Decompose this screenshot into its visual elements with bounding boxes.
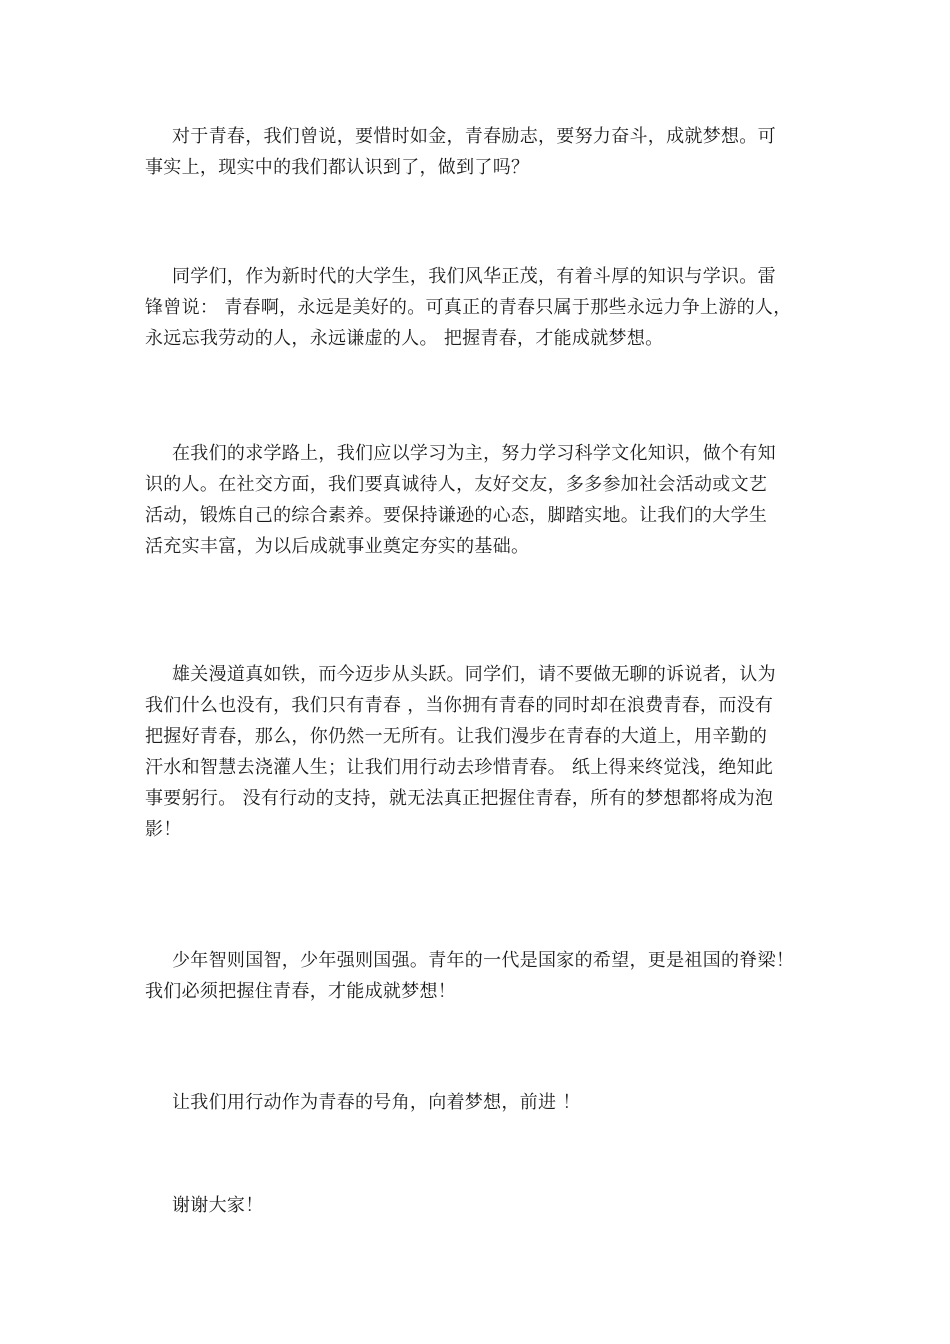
text-line: 少年智则国智，少年强则国强。青年的一代是国家的希望，更是祖国的脊梁！ (172, 950, 795, 971)
text-line: 汗水和智慧去浇灌人生；让我们用行动去珍惜青春。 纸上得来终觉浅，绝知此 (145, 757, 774, 778)
text-line: 影！ (145, 819, 182, 840)
text-line: 谢谢大家！ (172, 1195, 264, 1216)
text-line: 活动，锻炼自己的综合素养。要保持谦逊的心态，脚踏实地。让我们的大学生 (145, 505, 768, 526)
text-line: 永远忘我劳动的人，永远谦虚的人。 把握青春，才能成就梦想。 (145, 328, 664, 349)
text-line: 我们必须把握住青春，才能成就梦想！ (145, 981, 457, 1002)
text-line: 雄关漫道真如铁，而今迈步从头跃。同学们，请不要做无聊的诉说者，认为 (172, 664, 776, 685)
text-line: 活充实丰富，为以后成就事业奠定夯实的基础。 (145, 536, 530, 557)
paragraph-6 (145, 1087, 825, 1118)
paragraph-3 (145, 438, 825, 562)
text-line: 对于青春，我们曾说，要惜时如金，青春励志，要努力奋斗，成就梦想。可 (172, 126, 776, 147)
text-line: 让我们用行动作为青春的号角，向着梦想，前进 ！ (172, 1092, 581, 1113)
text-line: 在我们的求学路上，我们应以学习为主，努力学习科学文化知识，做个有知 (172, 443, 776, 464)
text-line: 同学们，作为新时代的大学生，我们风华正茂，有着斗厚的知识与学识。雷 (172, 266, 776, 287)
paragraph-4 (145, 659, 825, 845)
paragraph-1 (145, 121, 825, 183)
text-line: 锋曾说： 青春啊，永远是美好的。可真正的青春只属于那些永远力争上游的人， (145, 297, 792, 318)
paragraph-5 (145, 945, 825, 1007)
paragraph-7 (145, 1190, 825, 1221)
text-line: 事实上，现实中的我们都认识到了，做到了吗？ (145, 157, 530, 178)
paragraph-2 (145, 261, 825, 354)
text-line: 识的人。在社交方面，我们要真诚待人，友好交友，多多参加社会活动或文艺 (145, 474, 768, 495)
text-line: 我们什么也没有，我们只有青春 ，当你拥有青春的同时却在浪费青春，而没有 (145, 695, 774, 716)
text-line: 把握好青春，那么，你仍然一无所有。让我们漫步在青春的大道上，用辛勤的 (145, 726, 768, 747)
text-line: 事要躬行。 没有行动的支持，就无法真正把握住青春，所有的梦想都将成为泡 (145, 788, 774, 809)
